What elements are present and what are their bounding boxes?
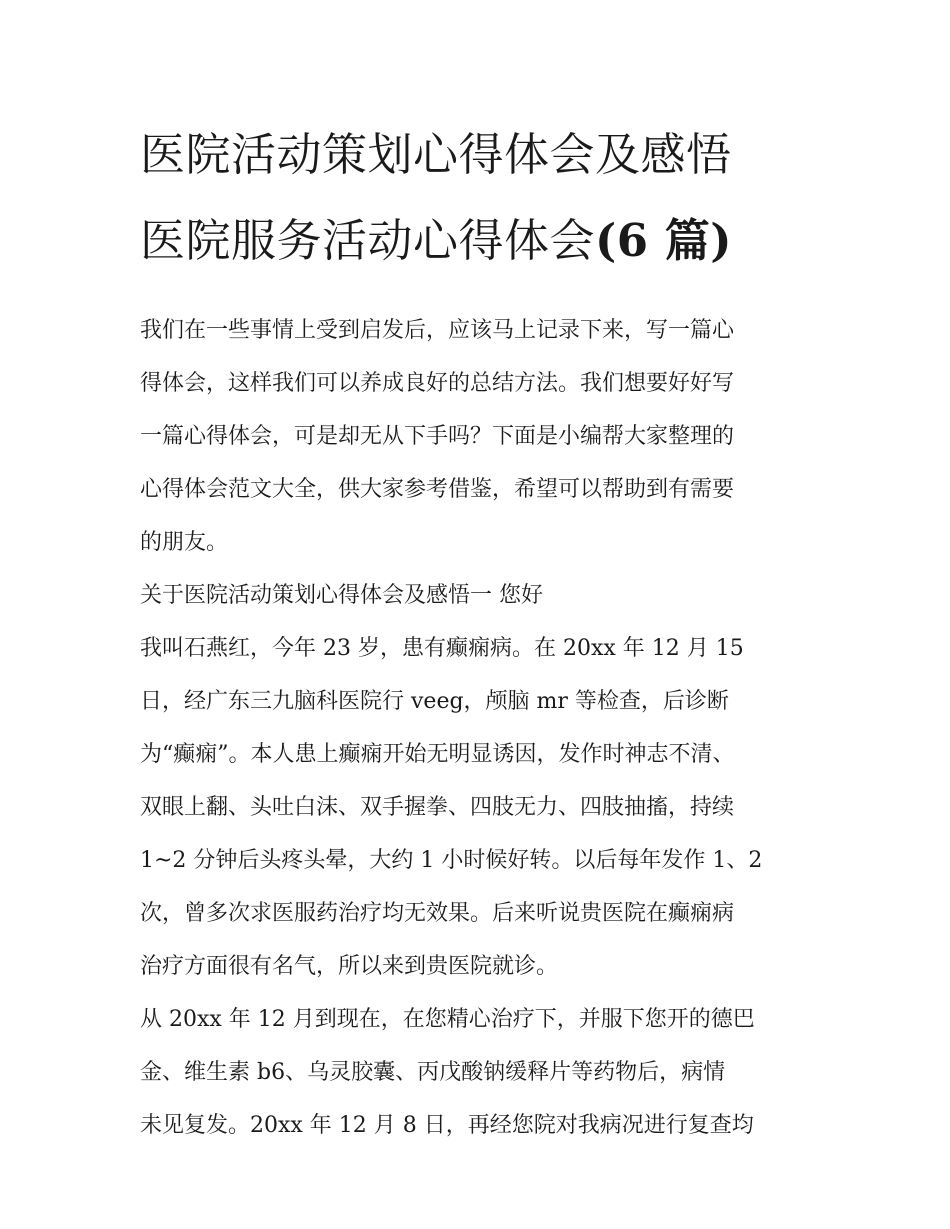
body-line-5: 的朋友。 — [140, 530, 229, 555]
body-line-7: 我叫石燕红，今年 23 岁，患有癫痫病。在 20xx 年 12 月 15 — [140, 636, 744, 661]
body-line-15: 金、维生素 b6、乌灵胶囊、丙戊酸钠缓释片等药物后，病情 — [140, 1060, 726, 1085]
document-body — [140, 304, 830, 1152]
title-count: (6 篇) — [595, 214, 733, 267]
body-line-1: 我们在一些事情上受到启发后，应该马上记录下来，写一篇心 — [140, 318, 735, 343]
body-line-8: 日，经广东三九脑科医院行 veeg，颅脑 mr 等检查，后诊断 — [140, 689, 729, 714]
body-line-4: 心得体会范文大全，供大家参考借鉴，希望可以帮助到有需要 — [140, 477, 735, 502]
section-heading-1: 关于医院活动策划心得体会及感悟一 您好 — [140, 583, 543, 608]
body-line-10: 双眼上翻、头吐白沫、双手握拳、四肢无力、四肢抽搐，持续 — [140, 795, 735, 820]
document-page — [140, 112, 830, 1152]
title-line-2-text: 医院服务活动心得体会 — [140, 214, 596, 267]
document-title — [140, 112, 830, 284]
title-line-2 — [140, 198, 830, 284]
body-line-14: 从 20xx 年 12 月到现在，在您精心治疗下，并服下您开的德巴 — [140, 1007, 755, 1032]
body-line-13: 治疗方面很有名气，所以来到贵医院就诊。 — [140, 954, 559, 979]
body-line-9: 为“癫痫”。本人患上癫痫开始无明显诱因，发作时神志不清、 — [140, 742, 735, 767]
body-line-2: 得体会，这样我们可以养成良好的总结方法。我们想要好好写 — [140, 371, 735, 396]
body-line-12: 次，曾多次求医服药治疗均无效果。后来听说贵医院在癫痫病 — [140, 901, 735, 926]
body-line-3: 一篇心得体会，可是却无从下手吗？下面是小编帮大家整理的 — [140, 424, 735, 449]
title-line-1: 医院活动策划心得体会及感悟 — [140, 128, 732, 181]
body-line-16: 未见复发。20xx 年 12 月 8 日，再经您院对我病况进行复查均 — [140, 1113, 754, 1138]
body-line-11: 1~2 分钟后头疼头晕，大约 1 小时候好转。以后每年发作 1、2 — [140, 848, 763, 873]
